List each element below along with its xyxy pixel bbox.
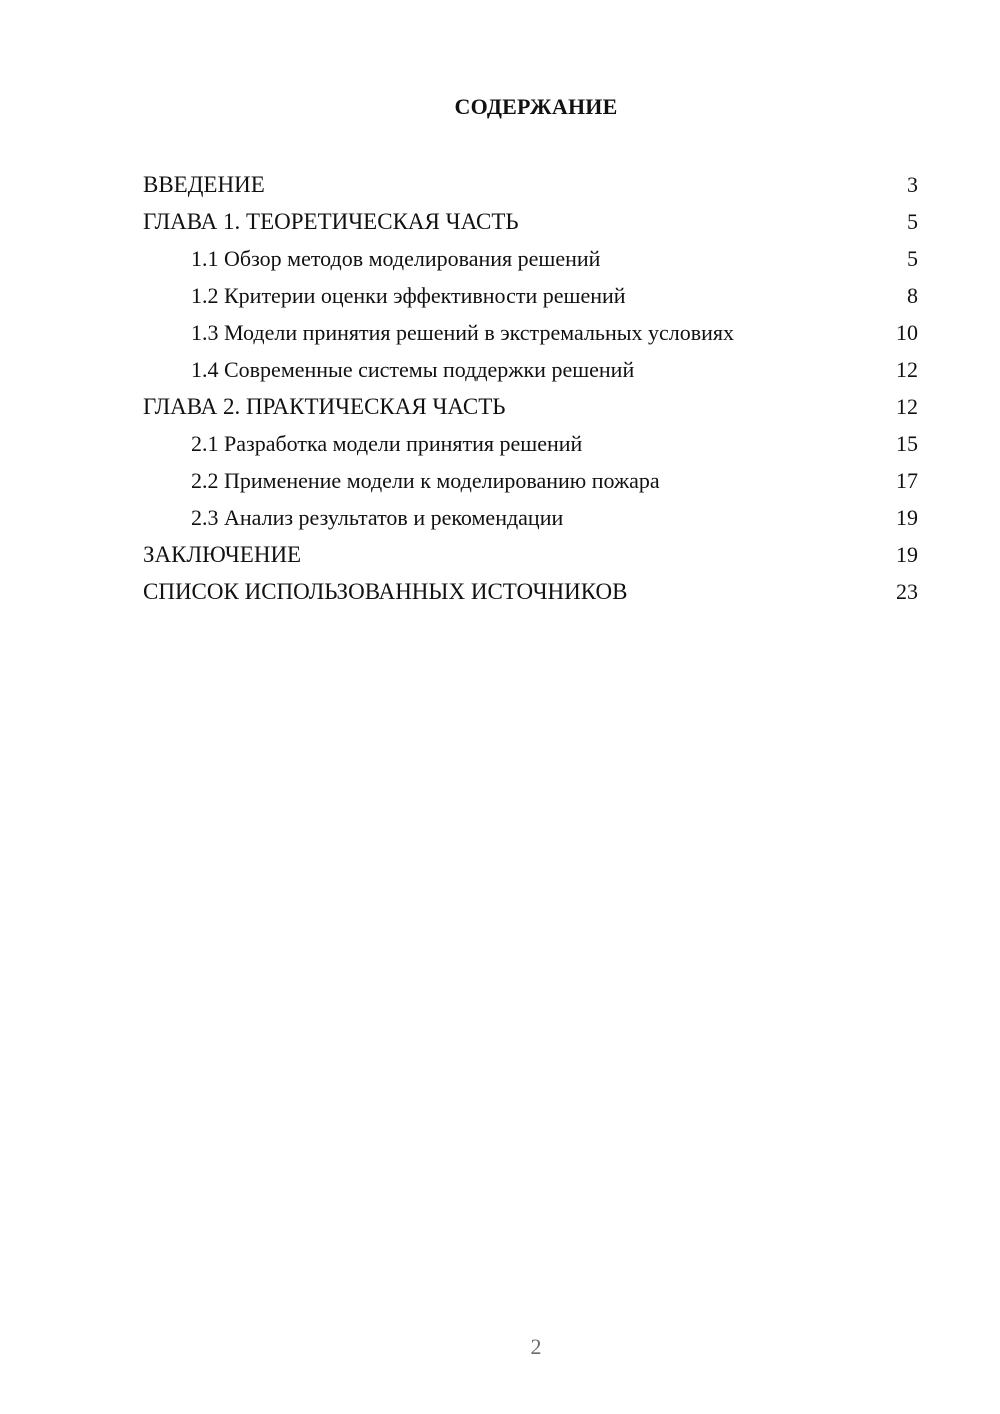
toc-entry-page: 12 <box>896 357 918 382</box>
toc-entry-page: 17 <box>896 468 918 493</box>
toc-title: СОДЕРЖАНИЕ <box>454 94 618 119</box>
toc-entry-introduction[interactable] <box>143 166 918 203</box>
toc-entry-page: 15 <box>896 431 918 456</box>
toc-entry-section-1-2[interactable] <box>143 277 918 314</box>
toc-entry-text: 1.2 Критерии оценки эффективности решений <box>191 283 626 308</box>
toc-entry-chapter-1[interactable] <box>143 203 918 240</box>
toc-entry-text: 2.2 Применение модели к моделированию пожара <box>191 468 660 493</box>
toc-entry-text: 1.3 Модели принятия решений в экстремальных условиях <box>191 320 735 345</box>
toc-entry-page: 19 <box>896 505 918 530</box>
toc-entry-page: 3 <box>907 172 918 197</box>
toc-entry-section-1-3[interactable] <box>143 314 918 351</box>
toc-entry-section-2-2[interactable] <box>143 462 918 499</box>
toc-entry-page: 5 <box>907 209 918 234</box>
toc-entry-section-2-3[interactable] <box>143 499 918 536</box>
toc-entry-text: ГЛАВА 1. ТЕОРЕТИЧЕСКАЯ ЧАСТЬ <box>143 209 519 234</box>
toc-entry-page: 10 <box>896 320 918 345</box>
toc-entry-text: СПИСОК ИСПОЛЬЗОВАННЫХ ИСТОЧНИКОВ <box>143 579 628 604</box>
toc-entry-references[interactable] <box>143 573 918 610</box>
toc-entry-chapter-2[interactable] <box>143 388 918 425</box>
toc-entry-page: 19 <box>896 542 918 567</box>
toc-entry-text: 2.1 Разработка модели принятия решений <box>191 431 583 456</box>
toc-entry-text: 1.1 Обзор методов моделирования решений <box>191 246 601 271</box>
table-of-contents <box>143 166 918 610</box>
toc-entry-page: 5 <box>907 246 918 271</box>
toc-entry-text: 2.3 Анализ результатов и рекомендации <box>191 505 564 530</box>
toc-entry-section-1-4[interactable] <box>143 351 918 388</box>
toc-entry-page: 12 <box>896 394 918 419</box>
page-number: 2 <box>530 1334 542 1359</box>
toc-entry-text: ГЛАВА 2. ПРАКТИЧЕСКАЯ ЧАСТЬ <box>143 394 506 419</box>
toc-entry-text: ВВЕДЕНИЕ <box>143 172 265 197</box>
toc-entry-section-2-1[interactable] <box>143 425 918 462</box>
toc-entry-page: 8 <box>907 283 918 308</box>
toc-entry-page: 23 <box>896 579 918 604</box>
toc-entry-text: ЗАКЛЮЧЕНИЕ <box>143 542 302 567</box>
toc-entry-conclusion[interactable] <box>143 536 918 573</box>
toc-entry-text: 1.4 Современные системы поддержки решений <box>191 357 635 382</box>
toc-entry-section-1-1[interactable] <box>143 240 918 277</box>
